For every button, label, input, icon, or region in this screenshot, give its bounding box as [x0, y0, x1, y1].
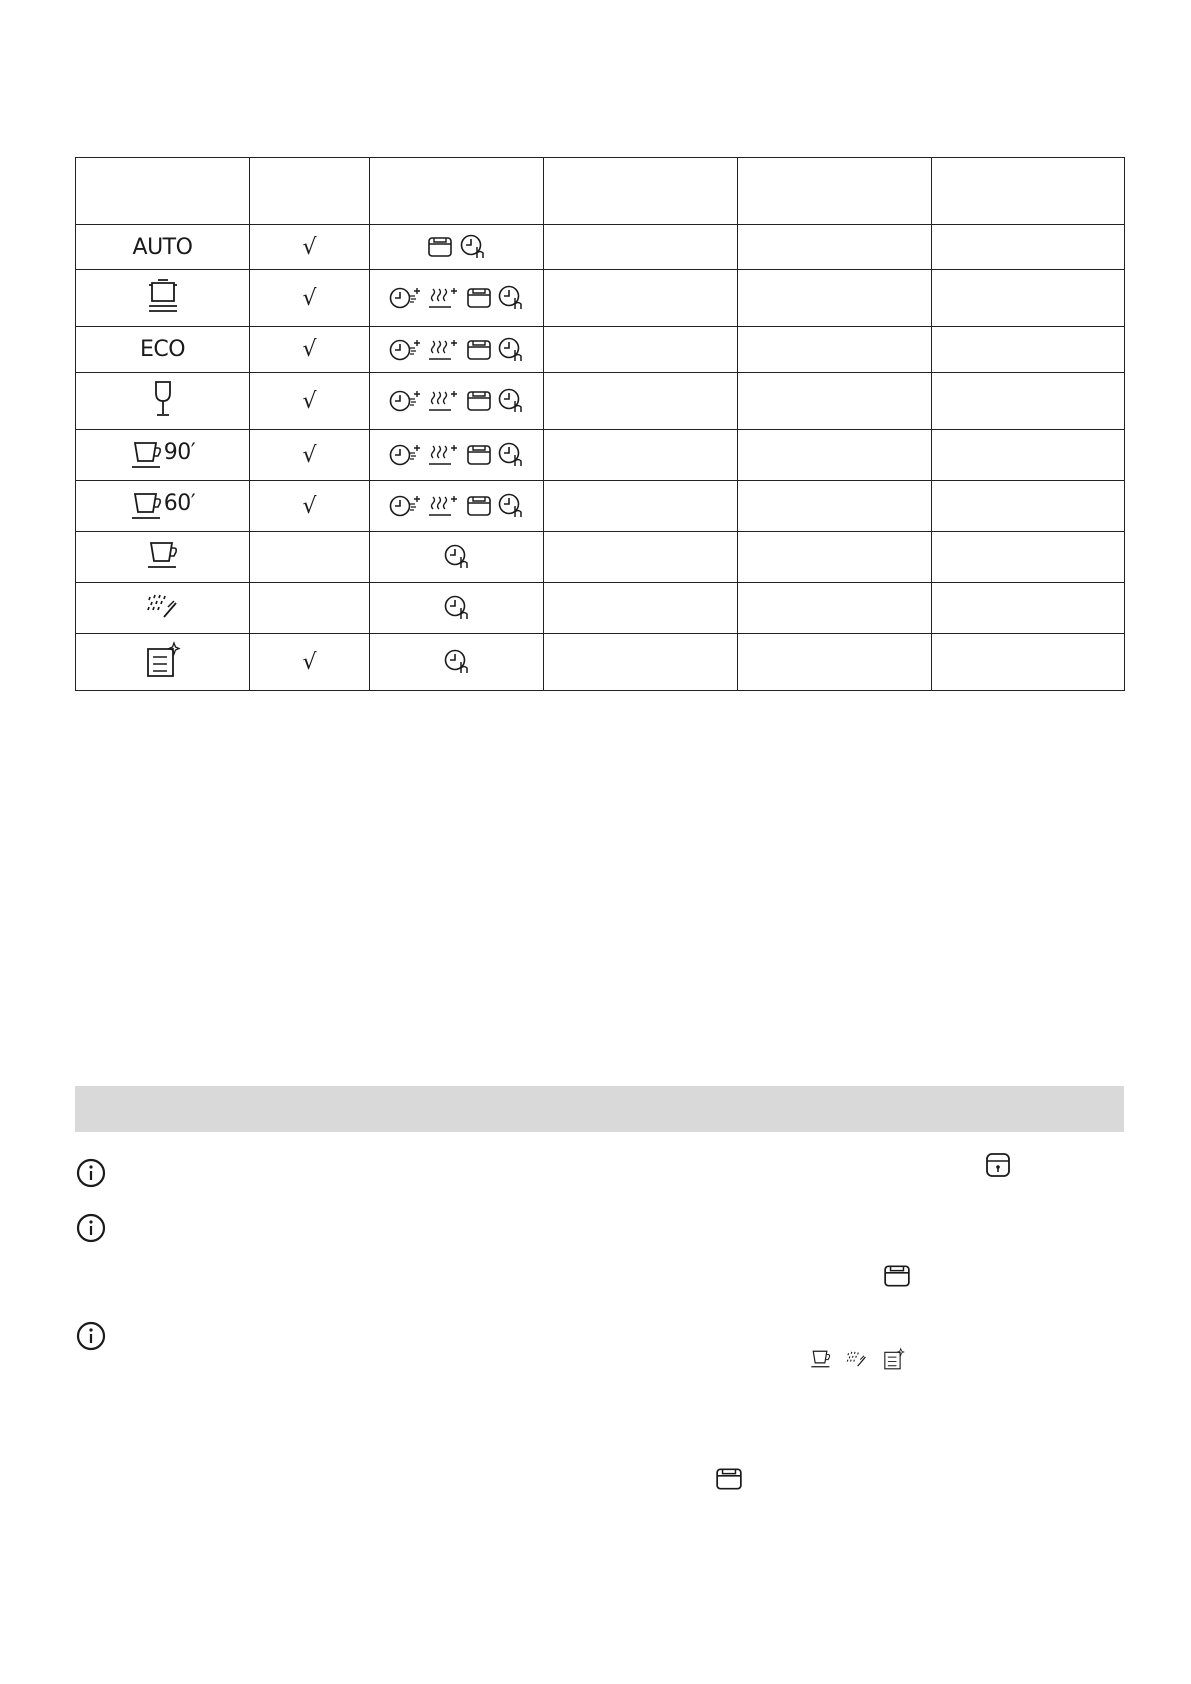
- empty-cell: [932, 532, 1125, 583]
- header-cell: [932, 158, 1125, 225]
- options-cell: [370, 327, 544, 373]
- clock-h-icon: [444, 595, 470, 621]
- tray-option-icon: [466, 495, 492, 517]
- program-cell: [76, 481, 250, 532]
- heat-plus-icon: [427, 493, 459, 519]
- options-cell: [370, 430, 544, 481]
- heat-plus-icon: [427, 337, 459, 363]
- empty-cell: [738, 270, 932, 327]
- clock-h-icon: [460, 234, 486, 260]
- time-plus-icon: [389, 337, 421, 363]
- tray-option-icon: [466, 444, 492, 466]
- section-heading-bar: [75, 1086, 1124, 1132]
- program-cell: [76, 532, 250, 583]
- table-row: [76, 270, 1125, 327]
- empty-cell: [738, 481, 932, 532]
- empty-cell: [544, 225, 738, 270]
- options-cell: [370, 583, 544, 634]
- cup-60-program-icon: [130, 491, 196, 517]
- options-cell: [370, 225, 544, 270]
- empty-cell: [738, 430, 932, 481]
- check-cell: [250, 225, 370, 270]
- clock-h-icon: [444, 649, 470, 675]
- program-cell: [76, 430, 250, 481]
- checkmark: √: [302, 285, 317, 311]
- table-row: [76, 634, 1125, 691]
- header-cell: [370, 158, 544, 225]
- tray-option-icon: [466, 287, 492, 309]
- empty-cell: [738, 583, 932, 634]
- check-cell: [250, 373, 370, 430]
- cup-program-icon: [810, 1349, 832, 1369]
- duration-label: 60′: [163, 491, 196, 517]
- glass-program-icon: [151, 379, 175, 419]
- options-cell: [370, 532, 544, 583]
- table-row: [76, 225, 1125, 270]
- auto-program-icon: AUTO: [132, 234, 193, 260]
- options-cell: [370, 270, 544, 327]
- header-cell: [544, 158, 738, 225]
- empty-cell: [544, 532, 738, 583]
- empty-cell: [544, 373, 738, 430]
- tray-option-icon: [466, 390, 492, 412]
- program-options-table: [75, 157, 1125, 691]
- empty-cell: [544, 634, 738, 691]
- table-header-row: [76, 158, 1125, 225]
- check-cell: [250, 634, 370, 691]
- eco-program-icon: ECO: [139, 337, 186, 362]
- program-cell: [76, 583, 250, 634]
- checkmark: √: [302, 493, 317, 519]
- empty-cell: [738, 225, 932, 270]
- options-cell: [370, 634, 544, 691]
- empty-cell: [932, 270, 1125, 327]
- options-cell: [370, 481, 544, 532]
- cup-90-program-icon: [130, 440, 196, 466]
- info-icon: [76, 1158, 106, 1188]
- time-plus-icon: [389, 388, 421, 414]
- table-row: [76, 327, 1125, 373]
- empty-cell: [738, 634, 932, 691]
- tray-option-icon: [427, 236, 453, 258]
- heat-plus-icon: [427, 442, 459, 468]
- time-plus-icon: [389, 285, 421, 311]
- program-cell: [76, 327, 250, 373]
- checkmark: √: [302, 649, 317, 675]
- header-cell: [76, 158, 250, 225]
- empty-cell: [544, 481, 738, 532]
- empty-cell: [932, 430, 1125, 481]
- machine-care-program-icon: [145, 641, 181, 679]
- checkmark: √: [302, 388, 317, 414]
- empty-cell: [932, 634, 1125, 691]
- table-row: [76, 481, 1125, 532]
- check-cell: [250, 532, 370, 583]
- check-cell: [250, 270, 370, 327]
- check-cell: [250, 327, 370, 373]
- info-icon: [76, 1213, 106, 1243]
- empty-cell: [932, 481, 1125, 532]
- empty-cell: [932, 373, 1125, 430]
- lock-icon: [985, 1152, 1011, 1178]
- tray-option-icon: [883, 1264, 911, 1288]
- empty-cell: [932, 583, 1125, 634]
- heat-plus-icon: [427, 285, 459, 311]
- program-cell: [76, 270, 250, 327]
- empty-cell: [932, 225, 1125, 270]
- empty-cell: [738, 373, 932, 430]
- empty-cell: [738, 327, 932, 373]
- clock-h-icon: [498, 388, 524, 414]
- program-cell: [76, 634, 250, 691]
- empty-cell: [738, 532, 932, 583]
- time-plus-icon: [389, 493, 421, 519]
- info-icon: [76, 1321, 106, 1351]
- table-row: [76, 430, 1125, 481]
- checkmark: √: [302, 234, 317, 260]
- cup-icon: [130, 491, 164, 521]
- table-row: [76, 373, 1125, 430]
- tray-option-icon: [466, 339, 492, 361]
- checkmark: √: [302, 442, 317, 468]
- check-cell: [250, 583, 370, 634]
- empty-cell: [544, 583, 738, 634]
- program-cell: [76, 373, 250, 430]
- table-row: [76, 532, 1125, 583]
- heat-plus-icon: [427, 388, 459, 414]
- header-cell: [738, 158, 932, 225]
- checkmark: √: [302, 337, 317, 362]
- cup-icon: [130, 440, 164, 470]
- duration-label: 90′: [163, 440, 196, 466]
- empty-cell: [932, 327, 1125, 373]
- machine-care-program-icon: [883, 1347, 905, 1371]
- rinse-program-icon: [146, 591, 180, 621]
- options-cell: [370, 373, 544, 430]
- time-plus-icon: [389, 442, 421, 468]
- empty-cell: [544, 270, 738, 327]
- clock-h-icon: [498, 442, 524, 468]
- empty-cell: [544, 430, 738, 481]
- table-row: [76, 583, 1125, 634]
- check-cell: [250, 430, 370, 481]
- check-cell: [250, 481, 370, 532]
- clock-h-icon: [444, 544, 470, 570]
- empty-cell: [544, 327, 738, 373]
- pot-program-icon: [146, 277, 180, 315]
- cup-program-icon: [146, 540, 180, 570]
- header-cell: [250, 158, 370, 225]
- tray-option-icon: [715, 1467, 743, 1491]
- clock-h-icon: [498, 337, 524, 363]
- rinse-program-icon: [846, 1349, 868, 1369]
- clock-h-icon: [498, 285, 524, 311]
- clock-h-icon: [498, 493, 524, 519]
- program-cell: [76, 225, 250, 270]
